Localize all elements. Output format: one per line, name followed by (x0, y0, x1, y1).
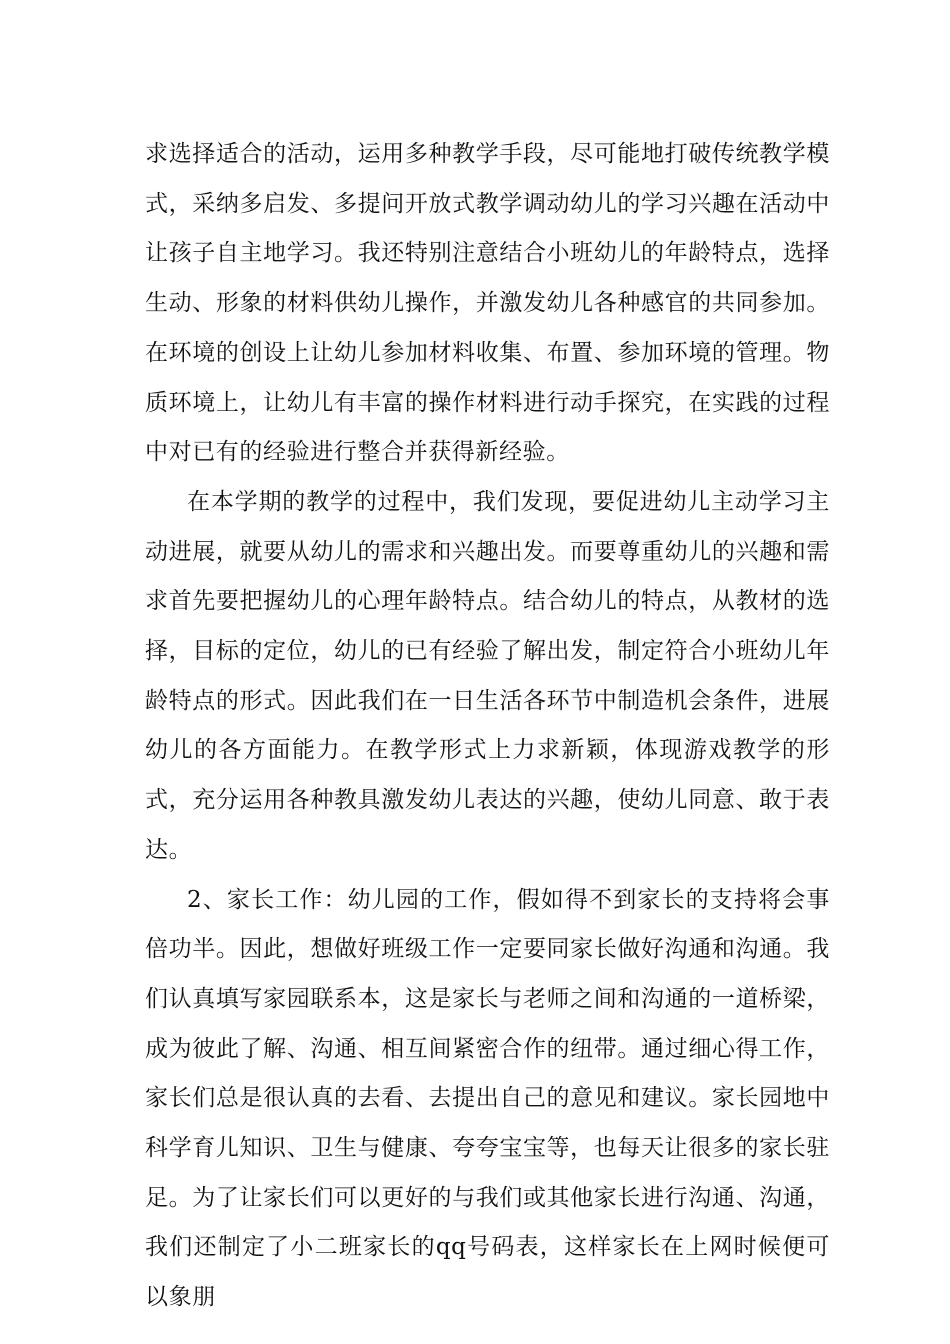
paragraph-continuation: 求选择适合的活动，运用多种教学手段，尽可能地打破传统教学模式，采纳多启发、多提问开放式教学调动幼儿的学习兴趣在活动中让孩子自主地学习。我还特别注意结合小班幼儿的年龄特点，选择生动、形象的材料供幼儿操作，并激发幼儿各种感官的共同参加。在环境的创设上让幼儿参加材料收集、布置、参加环境的管理。物质环境上，让幼儿有丰富的操作材料进行动手探究，在实践的过程中对已有的经验进行整合并获得新经验。 (145, 141, 830, 466)
paragraph-parent-work: 2、家长工作：幼儿园的工作，假如得不到家长的支持将会事倍功半。因此，想做好班级工作一定要同家长做好沟通和沟通。我们认真填写家园联系本，这是家长与老师之间和沟通的一道桥梁，成为彼此了解、沟通、相互间紧密合作的纽带。通过细心得工作，家长们总是很认真的去看、去提出自己的意见和建议。家长园地中科学育儿知识、卫生与健康、夸夸宝宝等，也每天让很多的家长驻足。为了让家长们可以更好的与我们或其他家长进行沟通、沟通，我们还制定了小二班家长的qq号码表，这样家长在上网时候便可以象朋 (145, 886, 830, 1311)
paragraph-teaching-process: 在本学期的教学的过程中，我们发现，要促进幼儿主动学习主动进展，就要从幼儿的需求和兴趣出发。而要尊重幼儿的兴趣和需求首先要把握幼儿的心理年龄特点。结合幼儿的特点，从教材的选择，目标的定位，幼儿的已有经验了解出发，制定符合小班幼儿年龄特点的形式。因此我们在一日生活各环节中制造机会条件，进展幼儿的各方面能力。在教学形式上力求新颖，体现游戏教学的形式，充分运用各种教具激发幼儿表达的兴趣，使幼儿同意、敢于表达。 (145, 488, 830, 863)
document-body (145, 130, 830, 1323)
